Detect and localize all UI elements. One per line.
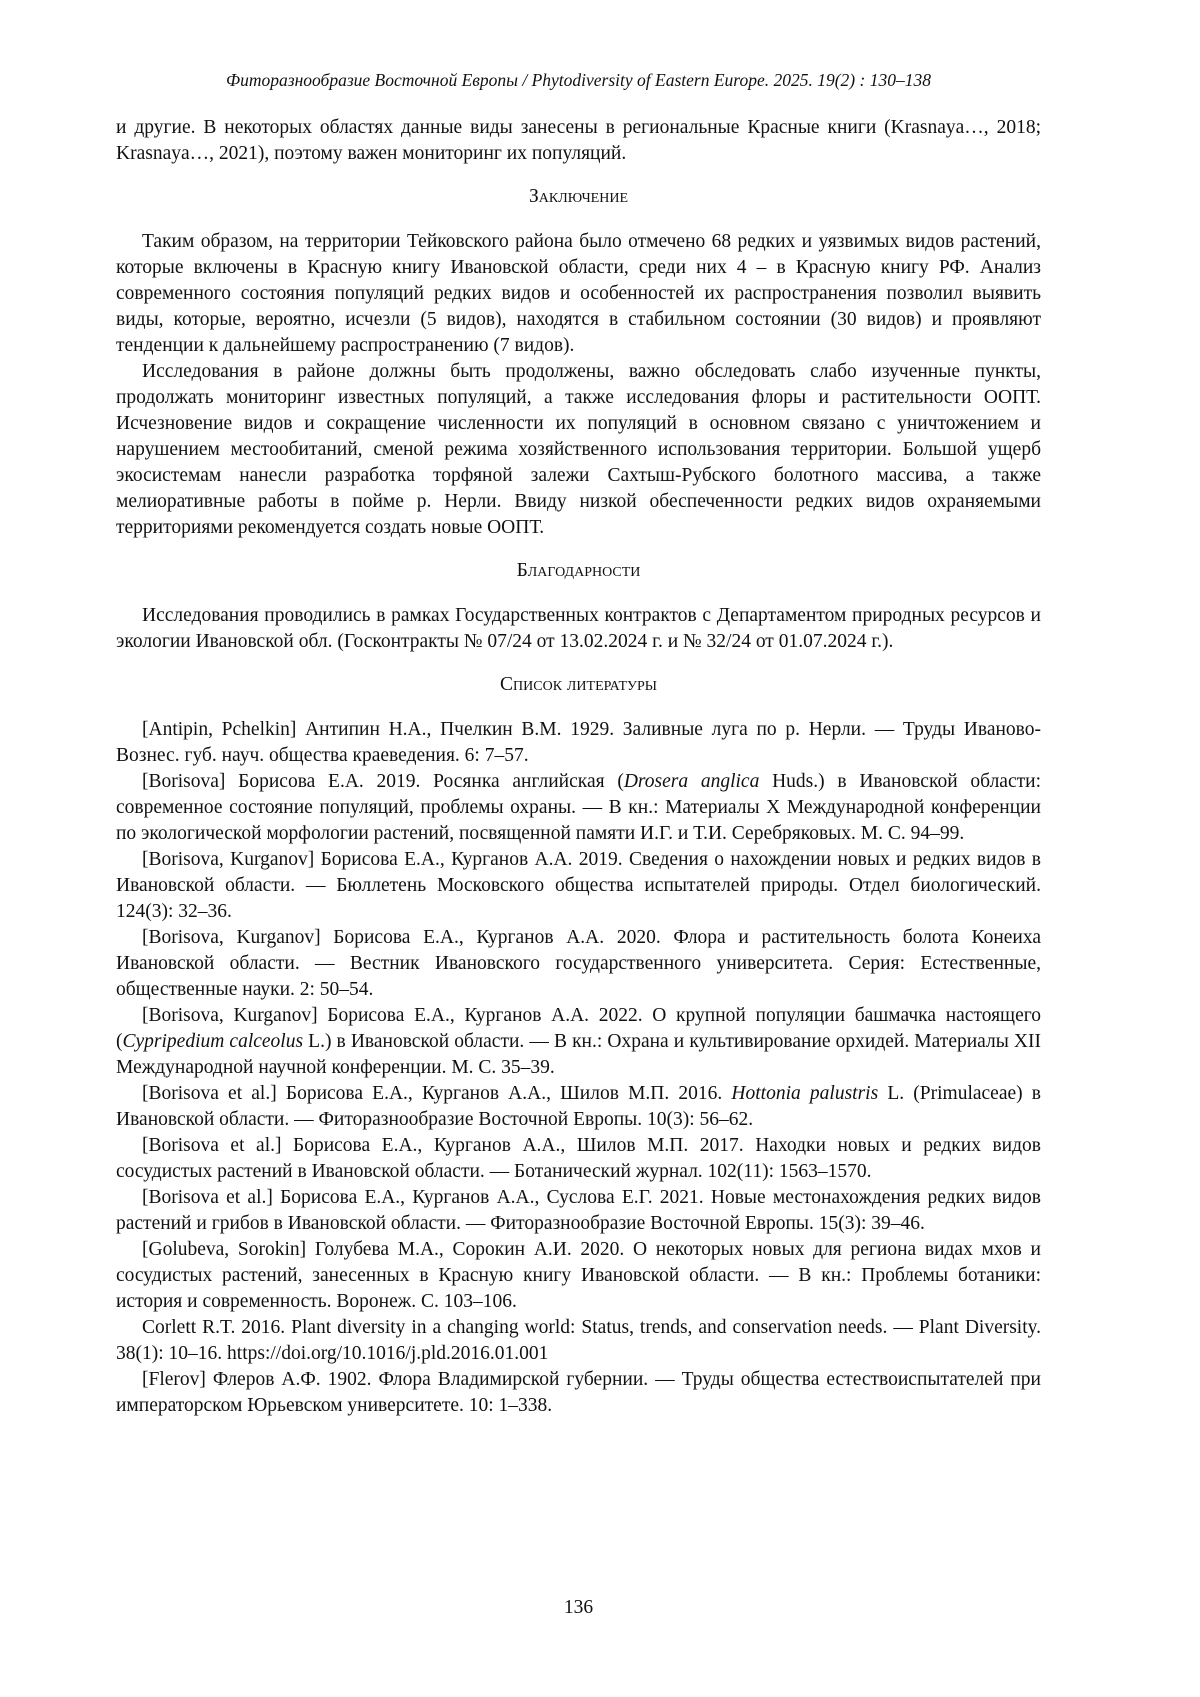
acknowledgements-heading: Благодарности xyxy=(516,560,641,581)
reference-item xyxy=(116,1185,1041,1237)
reference-item xyxy=(116,847,1041,925)
references-heading: Список литературы xyxy=(500,674,657,695)
reference-text: [Borisova, Kurganov] Борисова Е.А., Курганов А.А. 2022. О крупной популяции башмачка настоящего ( xyxy=(116,1005,1041,1052)
species-name: Hottonia palustris xyxy=(731,1083,879,1104)
reference-text: Huds.) в Ивановской области: современное состояние популяций, проблемы охраны. — В кн.: Материалы X Международной конференции по экологической морфологии растений, посвященной памяти И.Г. и Т.И. Серебряковых. М. С. 94–99. xyxy=(116,771,1041,844)
reference-text: [Borisova et al.] Борисова Е.А., Курганов А.А., Шилов М.П. 2017. Находки новых и редких видов сосудистых растений в Ивановской области. — Ботанический журнал. 102(11): 1563–1570. xyxy=(116,1135,1041,1182)
reference-item xyxy=(116,1133,1041,1185)
reference-text: [Borisova, Kurganov] Борисова Е.А., Курганов А.А. 2020. Флора и растительность болота Конеиха Ивановской области. — Вестник Ивановского государственного университета. Серия: Естественные, общественные науки. 2: 50–54. xyxy=(116,927,1041,1000)
species-name: Drosera anglica xyxy=(623,771,760,792)
reference-item xyxy=(116,1315,1041,1367)
reference-item xyxy=(116,1367,1041,1419)
reference-text: [Borisova et al.] Борисова Е.А., Курганов А.А., Суслова Е.Г. 2021. Новые местонахождения редких видов растений и грибов в Ивановской области. — Фиторазнообразие Восточной Европы. 15(3): 39–46. xyxy=(116,1187,1041,1234)
reference-item xyxy=(116,1003,1041,1081)
body-text xyxy=(116,115,1041,1419)
reference-text: [Borisova et al.] Борисова Е.А., Курганов А.А., Шилов М.П. 2016. xyxy=(142,1083,732,1104)
acknowledgements-text: Исследования проводились в рамках Государственных контрактов с Департаментом природных ресурсов и экологии Ивановской обл. (Госконтракты № 07/24 от 13.02.2024 г. и № 32/24 от 01.07.2024 г.). xyxy=(116,605,1041,652)
conclusion-paragraph-1: Таким образом, на территории Тейковского района было отмечено 68 редких и уязвимых видов растений, которые включены в Красную книгу Ивановской области, среди них 4 – в Красную книгу РФ. Анализ современного состояния популяций редких видов и особенностей их распространения позволил выявить виды, которые, вероятно, исчезли (5 видов), находятся в стабильном состоянии (30 видов) и проявляют тенденции к дальнейшему распространению (7 видов). xyxy=(116,231,1041,356)
reference-text: Corlett R.T. 2016. Plant diversity in a changing world: Status, trends, and conservation needs. — Plant Diversity. 38(1): 10–16. https://doi.org/10.1016/j.pld.2016.01.001 xyxy=(116,1317,1041,1364)
reference-text: L.) в Ивановской области. — В кн.: Охрана и культивирование орхидей. Материалы XII Международной научной конференции. М. С. 35–39. xyxy=(116,1031,1041,1078)
conclusion-heading: Заключение xyxy=(529,186,628,207)
reference-item xyxy=(116,769,1041,847)
reference-text: L. (Primulaceae) в Ивановской области. — Фиторазнообразие Восточной Европы. 10(3): 56–62. xyxy=(116,1083,1041,1130)
reference-item xyxy=(116,717,1041,769)
reference-item xyxy=(116,1237,1041,1315)
conclusion-paragraph-2: Исследования в районе должны быть продолжены, важно обследовать слабо изученные пункты, продолжать мониторинг известных популяций, а также исследования флоры и растительности ООПТ. Исчезновение видов и сокращение численности их популяций в основном связано с уничтожением и нарушением местообитаний, сменой режима хозяйственного использования территории. Большой ущерб экосистемам нанесли разработка торфяной залежи Сахтыш-Рубского болотного массива, а также мелиоративные работы в пойме р. Нерли. Ввиду низкой обеспеченности редких видов охраняемыми территориями рекомендуется создать новые ООПТ. xyxy=(116,361,1041,538)
reference-text: [Golubeva, Sorokin] Голубева М.А., Сорокин А.И. 2020. О некоторых новых для региона видах мхов и сосудистых растений, занесенных в Красную книгу Ивановской области. — В кн.: Проблемы ботаники: история и современность. Воронеж. С. 103–106. xyxy=(116,1239,1041,1312)
reference-text: [Borisova] Борисова Е.А. 2019. Росянка английская ( xyxy=(142,771,624,792)
reference-list xyxy=(116,717,1041,1419)
page-number: 136 xyxy=(563,1597,594,1618)
intro-paragraph: и другие. В некоторых областях данные виды занесены в региональные Красные книги (Krasnaya…, 2018; Krasnaya…, 2021), поэтому важен мониторинг их популяций. xyxy=(116,117,1041,164)
reference-text: [Flerov] Флеров А.Ф. 1902. Флора Владимирской губернии. — Труды общества естествоиспытателей при императорском Юрьевском университете. 10: 1–338. xyxy=(116,1369,1041,1416)
reference-text: [Borisova, Kurganov] Борисова Е.А., Курганов А.А. 2019. Сведения о нахождении новых и редких видов в Ивановской области. — Бюллетень Московского общества испытателей природы. Отдел биологический. 124(3): 32–36. xyxy=(116,849,1041,922)
reference-item xyxy=(116,1081,1041,1133)
running-head: Фиторазнообразие Восточной Европы / Phytodiversity of Eastern Europe. 2025. 19(2) : 130–138 xyxy=(226,70,931,90)
reference-text: [Antipin, Pchelkin] Антипин Н.А., Пчелкин В.М. 1929. Заливные луга по р. Нерли. — Труды Иваново-Вознес. губ. науч. общества краеведения. 6: 7–57. xyxy=(116,719,1041,766)
species-name: Cypripedium calceolus xyxy=(122,1031,304,1052)
document-page xyxy=(116,0,1041,1697)
reference-item xyxy=(116,925,1041,1003)
